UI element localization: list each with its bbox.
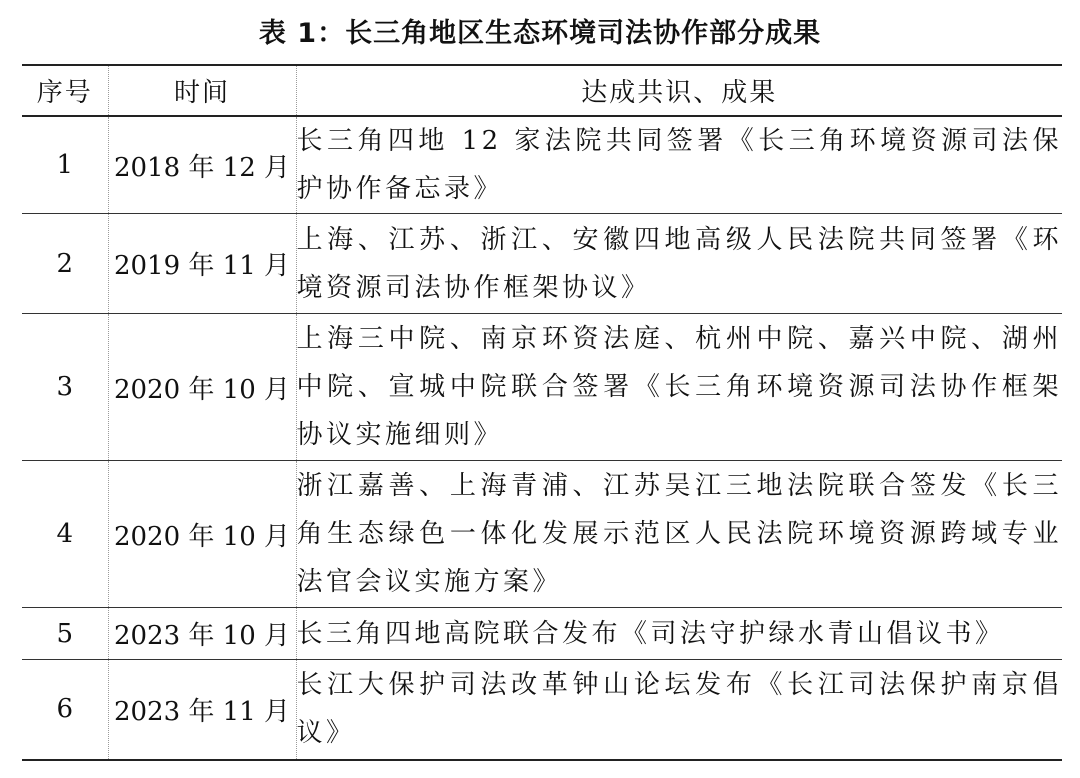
row-index: 4: [22, 461, 108, 608]
row-date: 2018 年 12 月: [108, 116, 296, 214]
row-index: 3: [22, 314, 108, 461]
table-row: [22, 314, 1062, 461]
header-time: 时间: [108, 65, 296, 116]
row-index: 2: [22, 214, 108, 314]
row-index: 6: [22, 660, 108, 760]
table-row: [22, 116, 1062, 214]
row-result: 长三角四地高院联合发布《司法守护绿水青山倡议书》: [296, 608, 1062, 660]
table-row: [22, 660, 1062, 760]
header-result: 达成共识、成果: [296, 65, 1062, 116]
row-result: 上海、江苏、浙江、安徽四地高级人民法院共同签署《环境资源司法协作框架协议》: [296, 214, 1062, 314]
row-index: 1: [22, 116, 108, 214]
table-row: [22, 214, 1062, 314]
results-table: [22, 64, 1062, 761]
row-date: 2020 年 10 月: [108, 461, 296, 608]
row-date: 2019 年 11 月: [108, 214, 296, 314]
table-row: [22, 608, 1062, 660]
row-result: 长三角四地 12 家法院共同签署《长三角环境资源司法保护协作备忘录》: [296, 116, 1062, 214]
table-row: [22, 461, 1062, 608]
row-result: 上海三中院、南京环资法庭、杭州中院、嘉兴中院、湖州中院、宣城中院联合签署《长三角环境资源司法协作框架协议实施细则》: [296, 314, 1062, 461]
row-result: 长江大保护司法改革钟山论坛发布《长江司法保护南京倡议》: [296, 660, 1062, 760]
row-date: 2020 年 10 月: [108, 314, 296, 461]
row-result: 浙江嘉善、上海青浦、江苏吴江三地法院联合签发《长三角生态绿色一体化发展示范区人民法院环境资源跨域专业法官会议实施方案》: [296, 461, 1062, 608]
header-index: 序号: [22, 65, 108, 116]
table-caption: 表 1：长三角地区生态环境司法协作部分成果: [258, 18, 822, 49]
row-date: 2023 年 11 月: [108, 660, 296, 760]
row-index: 5: [22, 608, 108, 660]
row-date: 2023 年 10 月: [108, 608, 296, 660]
table-header-row: [22, 65, 1062, 116]
